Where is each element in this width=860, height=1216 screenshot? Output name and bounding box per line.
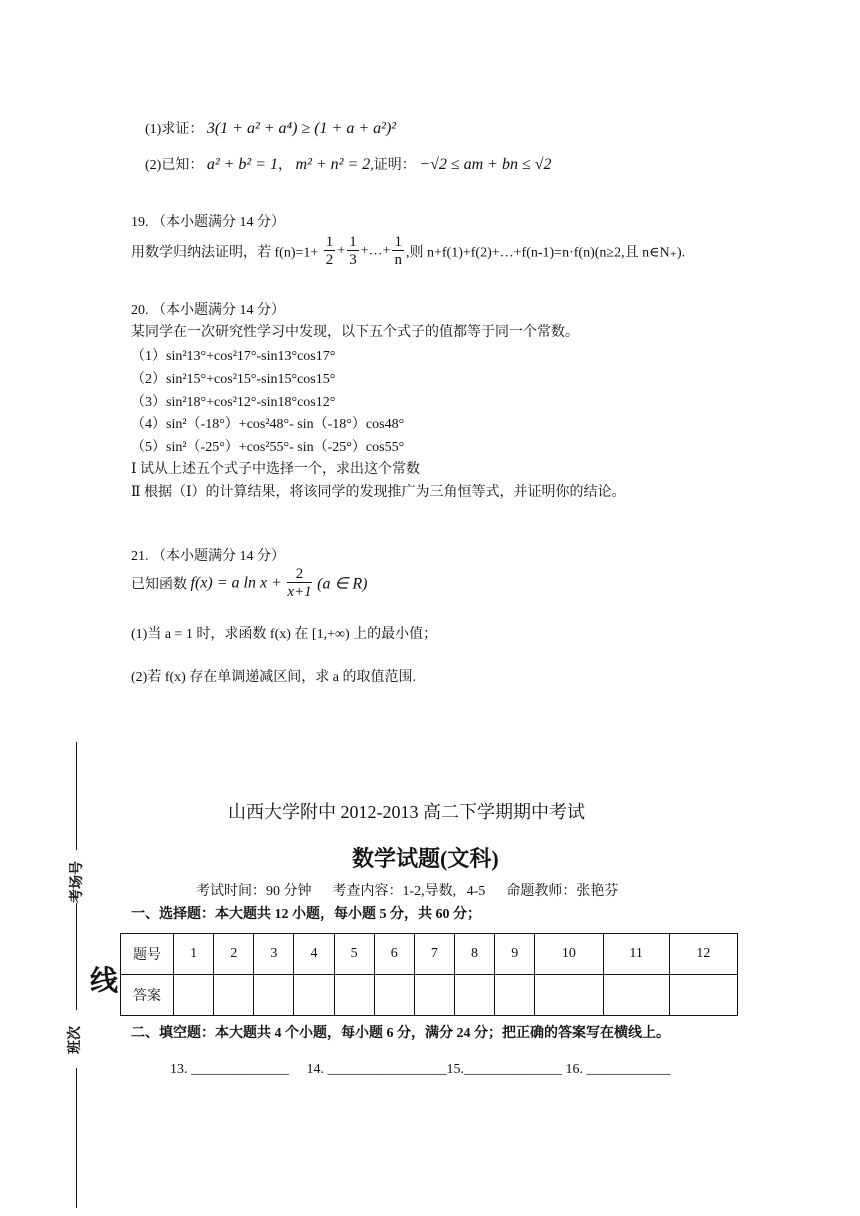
answer-cell[interactable]	[495, 975, 535, 1016]
answer-cell[interactable]	[414, 975, 454, 1016]
table-num: 5	[334, 934, 374, 975]
answer-cell[interactable]	[374, 975, 414, 1016]
table-answer-label: 答案	[121, 975, 174, 1016]
q20-part-2: Ⅱ 根据（Ⅰ）的计算结果，将该同学的发现推广为三角恒等式，并证明你的结论。	[131, 485, 626, 500]
exam-title: 山西大学附中 2012-2013 高二下学期期中考试	[228, 802, 585, 822]
table-num: 4	[294, 934, 334, 975]
answer-table	[120, 933, 738, 1016]
table-num: 2	[214, 934, 254, 975]
table-row-numbers	[121, 934, 738, 975]
q19-lead: 用数学归纳法证明，若 f(n)=1+	[131, 245, 319, 261]
table-num: 11	[603, 934, 669, 975]
q20-item-5: （5）sin²（-25°）+cos²55°- sin（-25°）cos55°	[131, 440, 405, 455]
q20-item-1: （1）sin²13°+cos²17°-sin13°cos17°	[131, 349, 336, 364]
table-num: 6	[374, 934, 414, 975]
answer-cell[interactable]	[603, 975, 669, 1016]
binding-line-middle	[76, 903, 77, 1010]
binding-line-top	[76, 742, 77, 850]
table-num: 3	[254, 934, 294, 975]
q20-item-2: （2）sin²15°+cos²15°-sin15°cos15°	[131, 372, 336, 387]
answer-cell[interactable]	[254, 975, 294, 1016]
table-num: 9	[495, 934, 535, 975]
q18-part1-label: (1)求证：	[145, 122, 204, 137]
answer-cell[interactable]	[294, 975, 334, 1016]
q18-cond1: a² + b² = 1	[206, 156, 279, 173]
section-2-heading: 二、填空题：本大题共 4 个小题，每小题 6 分，满分 24 分；把正确的答案写在横线上。	[131, 1026, 670, 1041]
q19-fraction-1: $\frac{1}{2}$	[325, 234, 334, 268]
q21-title: 21. （本小题满分 14 分）	[131, 549, 285, 564]
q21-lead: 已知函数	[131, 577, 187, 593]
answer-cell[interactable]	[454, 975, 494, 1016]
q19-fraction-2: $\frac{1}{3}$	[349, 234, 357, 268]
table-row-answers	[121, 975, 738, 1016]
answer-cell[interactable]	[174, 975, 214, 1016]
binding-line-bottom	[76, 1068, 77, 1208]
answer-cell[interactable]	[669, 975, 737, 1016]
fill-blanks: 13. ______________ 14. _________________15.______________ 16. ____________	[170, 1062, 671, 1077]
exam-subtitle: 数学试题(文科)	[352, 846, 499, 871]
table-num: 12	[669, 934, 737, 975]
line-char: 线	[90, 964, 119, 997]
q18-part1	[145, 118, 396, 138]
exam-info: 考试时间：90 分钟 考查内容：1-2,导数, 4-5 命题教师：张艳芬	[196, 884, 619, 899]
q18-part2-label: (2)已知：	[145, 158, 204, 173]
section-1-heading: 一、选择题：本大题共 12 小题，每小题 5 分，共 60 分；	[131, 907, 481, 922]
q19-tail: ,则 n+f(1)+f(2)+…+f(n-1)=n·f(n)(n≥2,且 n∈N₊).	[405, 245, 686, 261]
table-num: 10	[535, 934, 603, 975]
q18-cond2: m² + n² = 2	[295, 156, 371, 173]
q18-expr: −√2 ≤ am + bn ≤ √2	[419, 156, 552, 173]
q20-item-4: （4）sin²（-18°）+cos²48°- sin（-18°）cos48°	[131, 417, 405, 432]
q21-domain: (a ∈ R)	[317, 575, 368, 593]
table-num: 1	[174, 934, 214, 975]
exam-room-label: 考场号	[69, 861, 85, 903]
q19-fraction-3: $\frac{1}{n}$	[394, 234, 402, 268]
class-label: 班次	[67, 1026, 83, 1054]
q19-body: 用数学归纳法证明，若 f(n)=1+ $\frac{1}{2}$ + $\frac{1}{3}$ +…+ $\frac{1}{n}$ ,则 n+f(1)+f(2)+…+f(n-1)=n·f(n)(n≥2,且 n∈N₊).	[131, 234, 686, 268]
q18-part1-expr: 3(1 + a² + a⁴) ≥ (1 + a + a²)²	[206, 120, 397, 137]
q18-prove-label: ,证明：	[370, 158, 416, 173]
answer-cell[interactable]	[334, 975, 374, 1016]
q20-item-3: （3）sin²18°+cos²12°-sin18°cos12°	[131, 395, 336, 410]
table-num: 8	[454, 934, 494, 975]
q19-dots: +…+	[360, 243, 391, 259]
q20-intro: 某同学在一次研究性学习中发现，以下五个式子的值都等于同一个常数。	[131, 325, 579, 340]
q20-title: 20. （本小题满分 14 分）	[131, 303, 285, 318]
q20-part-1: Ⅰ 试从上述五个式子中选择一个，求出这个常数	[131, 462, 421, 477]
q21-fraction: $\frac{2}{x+1}$	[287, 566, 312, 600]
table-num: 7	[414, 934, 454, 975]
q18-part2: (2)已知： a² + b² = 1， m² + n² = 2,证明： −√2 ≤ am + bn ≤ √2	[145, 156, 552, 173]
answer-cell[interactable]	[535, 975, 603, 1016]
q21-part-2: (2)若 f(x) 存在单调递减区间，求 a 的取值范围.	[131, 670, 417, 685]
q21-part-1: (1)当 a = 1 时，求函数 f(x) 在 [1,+∞) 上的最小值；	[131, 627, 438, 642]
q21-func: f(x) = a ln x +	[190, 574, 282, 592]
q21-function	[131, 566, 368, 601]
table-head-label: 题号	[121, 934, 174, 975]
answer-cell[interactable]	[214, 975, 254, 1016]
q19-title: 19. （本小题满分 14 分）	[131, 215, 285, 230]
